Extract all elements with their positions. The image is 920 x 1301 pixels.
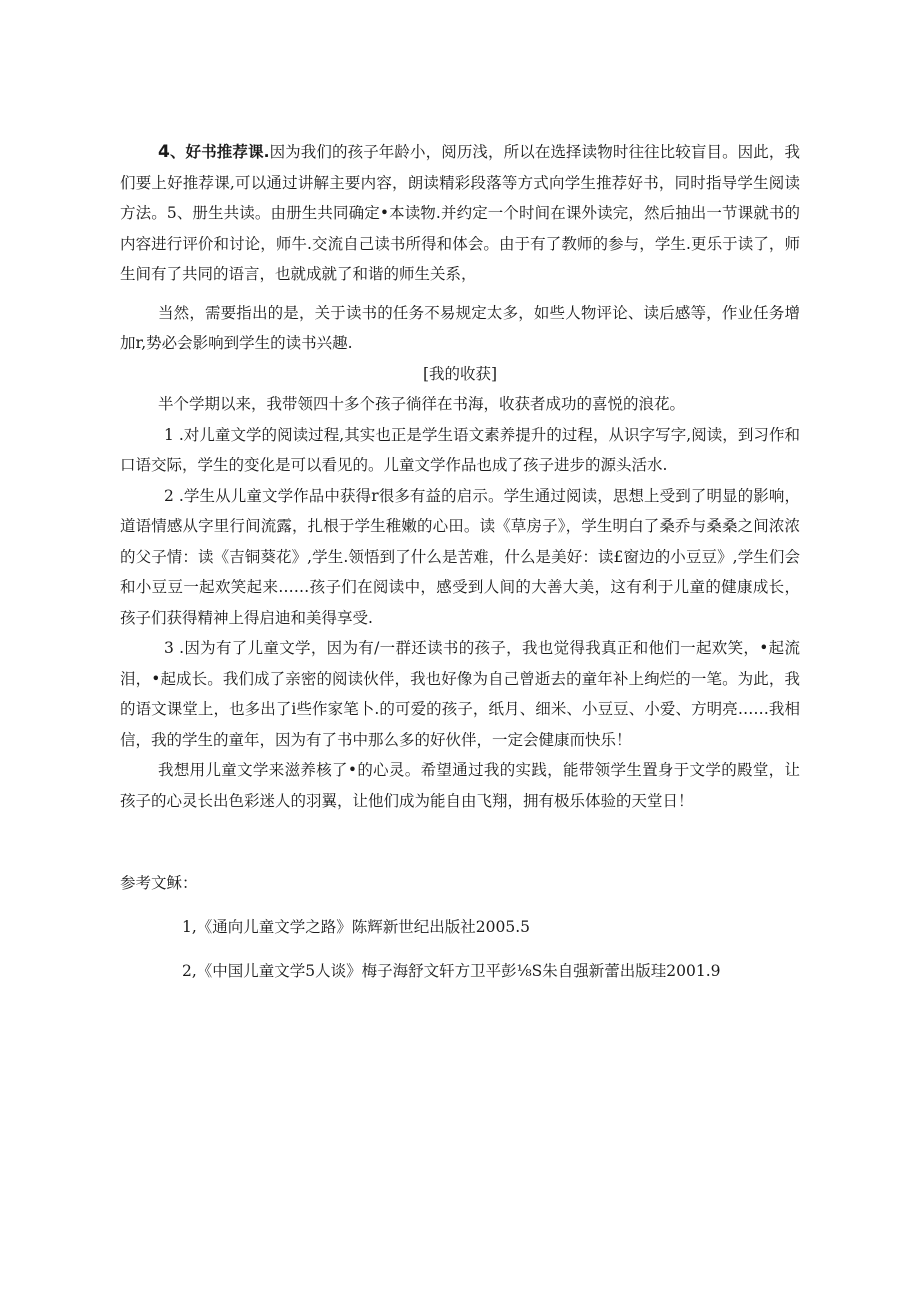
harvest-intro: 半个学期以来，我带领四十多个孩子徜徉在书海，收获者成功的喜悦的浪花。 (158, 395, 686, 413)
closing-paragraph: 我想用儿童文学来滋养核了•的心灵。希望通过我的实践，能带领学生置身于文学的殿堂，让孩子的心灵长出色彩迷人的羽翼，让他们成为能自由飞翔，拥有极乐体验的天堂日！ (120, 761, 800, 810)
harvest-item-3: 3 .因为有了儿童文学，因为有/一群还读书的孩子，我也觉得我真正和他们一起欢笑，•起流泪，•起成长。我们成了亲密的阅读伙伴，我也好像为自己曾逝去的童年补上绚烂的一笔。为此，我的语文课堂上，也多出了i些作家笔卜.的可爱的孩子，纸月、细米、小豆豆、小爱、方明亮……我相信，我的学生的童年，因为有了书中那么多的好伙伴，一定会健康而快乐！ (120, 639, 800, 749)
reference-item-1: 1,《通向儿童文学之路》陈辉新世纪出版社2005.5 (182, 918, 531, 936)
section-4-number: 4 (158, 142, 170, 162)
section-4-paragraph (120, 137, 800, 290)
harvest-item-1: 1 .对儿童文学的阅读过程,其实也正是学生语文素养提升的过程，从识字写字,阅读，到习作和口语交际，学生的变化是可以看见的。儿童文学作品也成了孩子进步的源头活水. (120, 425, 800, 474)
document-page (120, 137, 800, 986)
section-4-title: 、好书推荐课. (169, 143, 270, 161)
harvest-item-2: 2 .学生从儿童文学作品中获得r很多有益的启示。学生通过阅读，思想上受到了明显的影响，道语情感从字里行间流露，扎根于学生稚嫩的心田。读《草房子》，学生明白了桑乔与桑桑之间浓浓的父子情：读《吉铜葵花》,学生.领悟到了什么是苦难，什么是美好：读£窗边的小豆豆》,学生们会和小豆豆一起欢笑起来……孩子们在阅读中，感受到人间的大善大美，这有利于儿童的健康成长，孩子们获得精神上得启迪和美得享受. (120, 486, 800, 627)
reference-item-2: 2,《中国儿童文学5人谈》梅子海舒文轩方卫平彭⅛S朱自强新蕾出版珪2001.9 (182, 962, 721, 980)
references-title: 参考文稣： (120, 874, 198, 892)
harvest-heading: [我的收获] (422, 364, 498, 383)
section-4-text: 因为我们的孩子年龄小，阅历浅，所以在选择读物时往往比较盲目。因此，我们要上好推荐课,可以通过讲解主要内容，朗读精彩段落等方式向学生推荐好书，同时指导学生阅读方法。5、册生共读。由册生共同确定•本读物.并约定一个时间在课外读完，然后抽出一节课就书的内容进行评价和讨论，师牛.交流自己读书所得和体会。由于有了教师的参与，学生.更乐于读了，师生间有了共同的语言，也就成就了和谐的师生关系， (120, 143, 800, 283)
note-paragraph: 当然，需要指出的是，关于读书的任务不易规定太多，如些人物评论、读后感等，作业任务增加r,势必会影响到学生的读书兴趣. (120, 303, 800, 352)
